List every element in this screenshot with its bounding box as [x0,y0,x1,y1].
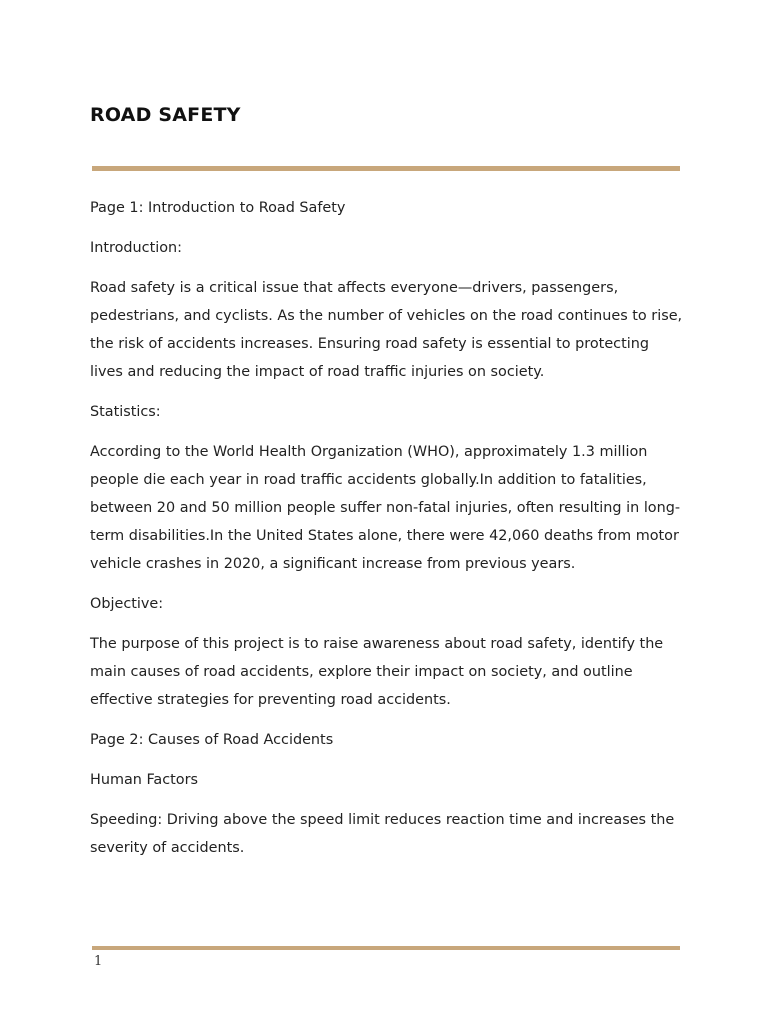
section-heading-page-2: Page 2: Causes of Road Accidents [90,732,334,748]
label-statistics: Statistics: [90,404,161,420]
paragraph-introduction: Road safety is a critical issue that affects everyone—drivers, passengers, pedestrians, and cyclists. As the number of vehicles on the road continues to rise, the risk of accidents increases. Ensuring road safety is essential to protecting lives and reducing the impact of road traffic injuries on society. [90,280,683,380]
footer-divider [92,946,680,950]
document-body [90,194,686,862]
document-title: ROAD SAFETY [90,104,241,126]
header-divider [92,166,680,171]
paragraph-statistics: According to the World Health Organization (WHO), approximately 1.3 million people die each year in road traffic accidents globally.In addition to fatalities, between 20 and 50 million people suffer non-fatal injuries, often resulting in long-term disabilities.In the United States alone, there were 42,060 deaths from motor vehicle crashes in 2020, a significant increase from previous years. [90,444,681,572]
section-heading-page-1: Page 1: Introduction to Road Safety [90,200,346,216]
paragraph-speeding: Speeding: Driving above the speed limit reduces reaction time and increases the severity of accidents. [90,812,675,856]
label-human-factors: Human Factors [90,772,199,788]
paragraph-objective: The purpose of this project is to raise awareness about road safety, identify the main causes of road accidents, explore their impact on society, and outline effective strategies for preventing road accidents. [90,636,664,708]
page-number: 1 [94,954,103,969]
label-objective: Objective: [90,596,164,612]
label-introduction: Introduction: [90,240,182,256]
